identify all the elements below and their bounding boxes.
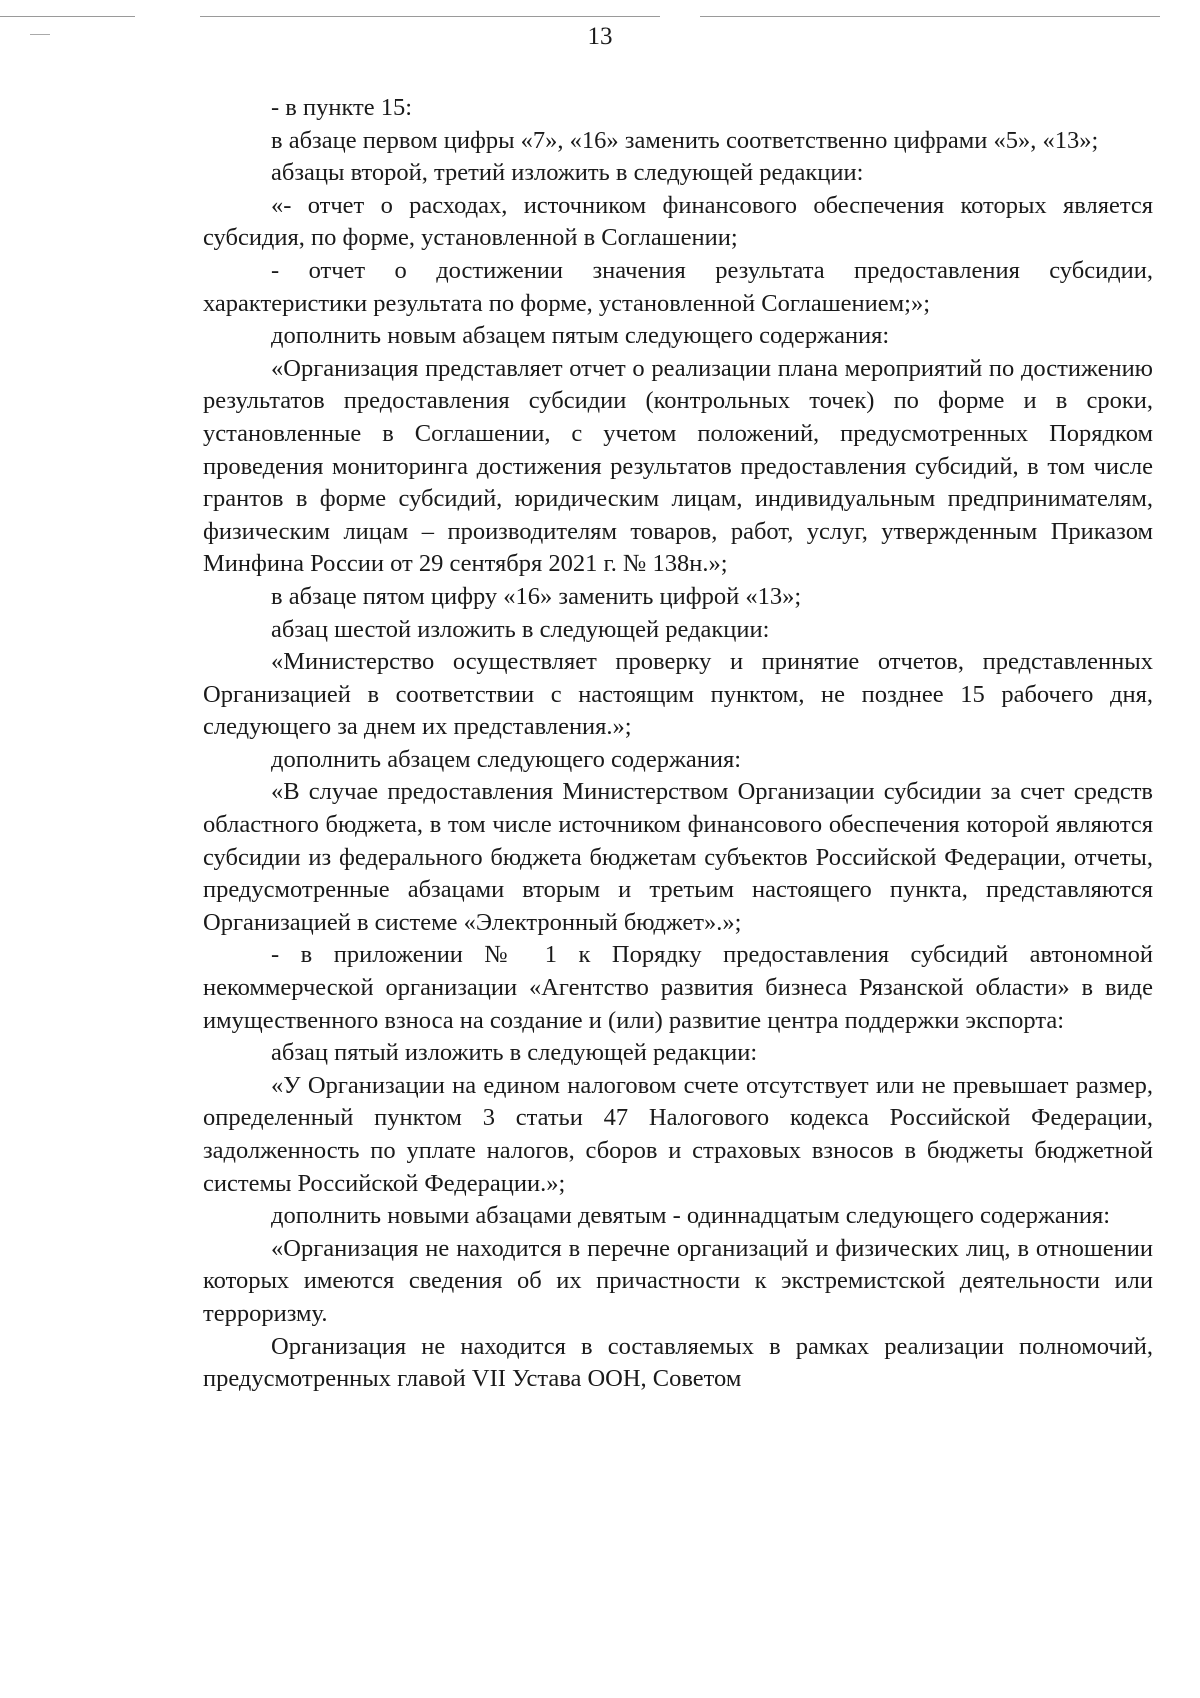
paragraph: «Министерство осуществляет проверку и принятие отчетов, представленных Организацией в соответствии с настоящим пунктом, не позднее 15 рабочего дня, следующего за днем их представления.»; — [203, 648, 1153, 741]
paragraph: - в пункте 15: — [271, 94, 413, 121]
paragraph: в абзаце пятом цифру «16» заменить цифрой «13»; — [271, 582, 802, 610]
paragraph: «- отчет о расходах, источником финансового обеспечения которых является субсидия, по форме, установленной в Соглашении; — [203, 191, 1153, 252]
paragraph: в абзаце первом цифры «7», «16» заменить соответственно цифрами «5», «13»; — [271, 126, 1099, 154]
scan-edge-top — [0, 16, 1200, 19]
paragraph: «Организация не находится в перечне организаций и физических лиц, в отношении которых имеются сведения об их причастности к экстремистской деятельности или терроризму. — [203, 1234, 1153, 1327]
paragraph: абзац шестой изложить в следующей редакции: — [271, 615, 770, 643]
paragraph: абзац пятый изложить в следующей редакции: — [271, 1039, 758, 1067]
paragraph: Организация не находится в составляемых в рамках реализации полномочий, предусмотренных главой VII Устава ООН, Советом — [203, 1332, 1153, 1393]
paragraph: дополнить новыми абзацами девятым - одиннадцатым следующего содержания: — [271, 1202, 1111, 1230]
scan-edge-segment — [0, 16, 135, 17]
document-body — [203, 92, 1153, 1396]
page-number: 13 — [587, 23, 613, 50]
paragraph: «Организация представляет отчет о реализации плана мероприятий по достижению результатов предоставления субсидии (контрольных точек) по форме и в сроки, установленные в Соглашении, с учетом положений, предусмотренных Порядком проведения мониторинга достижения результатов предоставления субсидий, в том числе грантов в форме субсидий, юридическим лицам, индивидуальным предпринимателям, физическим лицам – производителям товаров, работ, услуг, утвержденным Приказом Минфина России от 29 сентября 2021 г. № 138н.»; — [203, 354, 1153, 578]
paragraph: «У Организации на едином налоговом счете отсутствует или не превышает размер, определенный пунктом 3 статьи 47 Налогового кодекса Российской Федерации, задолженность по уплате налогов, сборов и страховых взносов в бюджеты бюджетной системы Российской Федерации.»; — [203, 1071, 1153, 1197]
paragraph: - в приложении № 1 к Порядку предоставления субсидий автономной некоммерческой организации «Агентство развития бизнеса Рязанской области» в виде имущественного взноса на создание и (или) развитие центра поддержки экспорта: — [203, 941, 1153, 1034]
paragraph: - отчет о достижении значения результата предоставления субсидии, характеристики результата по форме, установленной Соглашением;»; — [203, 256, 1153, 317]
scan-edge-segment — [200, 16, 660, 17]
paragraph: абзацы второй, третий изложить в следующей редакции: — [271, 159, 864, 187]
scan-edge-segment — [700, 16, 1160, 17]
paragraph: дополнить абзацем следующего содержания: — [271, 745, 742, 773]
paragraph: «В случае предоставления Министерством Организации субсидии за счет средств областного бюджета, в том числе источником финансового обеспечения которой являются субсидии из федерального бюджета бюджетам субъектов Российской Федерации, отчеты, предусмотренные абзацами вторым и третьим настоящего пункта, представляются Организацией в системе «Электронный бюджет».»; — [203, 778, 1153, 936]
paragraph: дополнить новым абзацем пятым следующего содержания: — [271, 322, 890, 350]
